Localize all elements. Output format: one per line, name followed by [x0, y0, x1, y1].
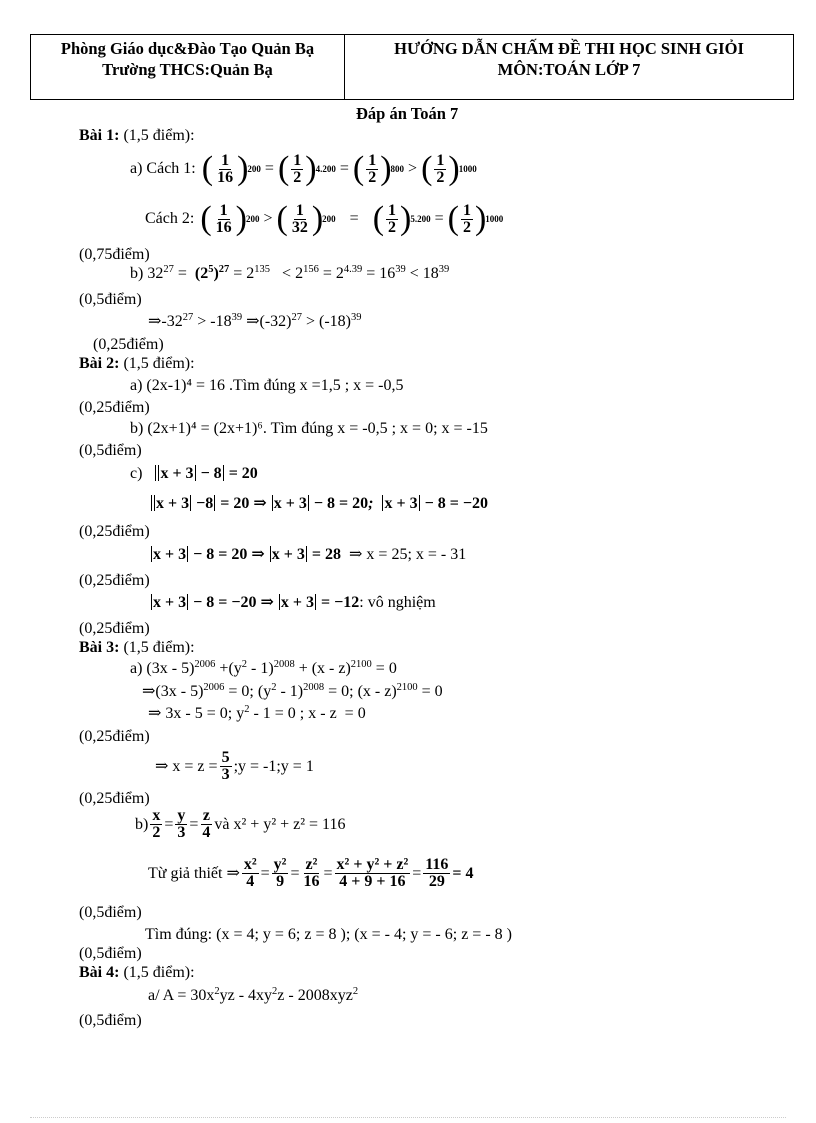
header-right-cell: [345, 35, 793, 99]
bai3-a-result: ⇒ x = z = $\frac{5}{3}$ ;y = -1;y = 1: [155, 749, 314, 783]
bai3-a-line3: ⇒ 3x - 5 = 0; $y^2 - 1 = 0$ ; x - z = 0: [148, 704, 366, 722]
bai2-c-split: x + 3 −8 = 20 ⇒ x + 3 − 8 = 20; x + 3 − 8 = −20: [150, 495, 488, 512]
header-subject: MÔN:TOÁN LỚP 7: [497, 60, 641, 79]
bai3-a-line1: a) $(3x - 5)^{2006} +(y^2 - 1)^{2008} + (x - z)^{2100} = 0$: [130, 659, 397, 677]
bai2-score-a: (0,25điểm): [79, 399, 150, 416]
page-bottom-divider: [30, 1117, 786, 1118]
bai3-score-3: (0,5điểm): [79, 904, 142, 921]
bai3-b-ratio: Từ giả thiết ⇒ $\frac{\text{x²}}{4}$ = $\frac{\text{y²}}{9}$ = $\frac{\text{z²}}{16}$ = $\frac{\text{x² + y² + z²}}{4 + 9 + 16}$ = $\frac{116}{29}$ = 4: [148, 856, 474, 890]
bai1-score-1: (0,75điểm): [79, 246, 150, 263]
bai3-heading: Bài 3: (1,5 điểm):: [79, 639, 195, 656]
bai3-score-4: (0,5điểm): [79, 945, 142, 962]
header-table: [30, 34, 794, 100]
bai2-b-line: b) (2x+1)⁴ = (2x+1)⁶. Tìm đúng x = -0,5 ; x = 0; x = -15: [130, 420, 488, 437]
bai1-b-line: b) $32^{27} = (2^5)^{27} = 2^{135} < 2^{156} = 2^{4.39} = 16^{39} < 18^{39}$: [130, 264, 450, 282]
bai1-b-conclusion: $\Rightarrow-32^{27} > -18^{39}$ $\Rightarrow(-32)^{27} > (-18)^{39}$: [148, 312, 362, 330]
bai3-b-result: Tìm đúng: (x = 4; y = 6; z = 8 ); (x = - 4; y = - 6; z = - 8 ): [145, 926, 512, 943]
bai1-a-cach2: Cách 2: ( $\frac{1}{16}$ ) 200 > ( $\frac{1}{32}$ ) 200 = ( $\frac{1}{2}$ ) 5.200 = ( $\frac{1}{2}$ ) 1000: [145, 200, 504, 237]
bai3-b-given: b) $\frac{x}{2}$ = $\frac{y}{3}$ = $\frac{z}{4}$ và x² + y² + z² = 116: [135, 807, 346, 841]
header-exam-title: HƯỚNG DẪN CHẤM ĐỀ THI HỌC SINH GIỎI: [394, 39, 744, 58]
bai2-score-c3: (0,25điểm): [79, 620, 150, 637]
header-school: Trường THCS:Quản Bạ: [102, 60, 273, 79]
bai4-heading: Bài 4: (1,5 điểm):: [79, 964, 195, 981]
bai1-heading: Bài 1: (1,5 điểm):: [79, 127, 195, 144]
bai4-a-line: a/ $A = 30x^2yz - 4xy^2z - 2008xyz^2$: [148, 986, 359, 1004]
bai1-score-3: (0,25điểm): [93, 336, 164, 353]
bai1-score-2: (0,5điểm): [79, 291, 142, 308]
bai2-heading: Bài 2: (1,5 điểm):: [79, 355, 195, 372]
header-department: Phòng Giáo dục&Đào Tạo Quản Bạ: [60, 39, 315, 58]
bai3-score-2: (0,25điểm): [79, 790, 150, 807]
bai3-score-1: (0,25điểm): [79, 728, 150, 745]
bai2-c-case1: x + 3 − 8 = 20 ⇒ x + 3 = 28 ⇒ x = 25; x = - 31: [153, 546, 467, 563]
bai2-c-case2: x + 3 − 8 = −20 ⇒ x + 3 = −12: vô nghiệm: [153, 594, 436, 611]
bai2-score-c1: (0,25điểm): [79, 523, 150, 540]
bai2-score-c2: (0,25điểm): [79, 572, 150, 589]
bai1-a-cach1: a) Cách 1: ( $\frac{1}{16}$ ) 200 = ( $\frac{1}{2}$ ) 4.200 = ( $\frac{1}{2}$ ) 800 > ( $\frac{1}{2}$ ) 1000: [130, 150, 477, 187]
bai2-c-equation: c) x + 3 − 8 = 20: [130, 465, 258, 482]
bai2-a-line: a) (2x-1)⁴ = 16 .Tìm đúng x =1,5 ; x = -0,5: [130, 377, 404, 394]
bai2-score-b: (0,5điểm): [79, 442, 142, 459]
header-left-cell: [31, 35, 345, 99]
document-title: Đáp án Toán 7: [356, 104, 459, 123]
bai4-score-1: (0,5điểm): [79, 1012, 142, 1029]
bai3-a-line2: ⇒(3x - 5)$^{2006}$ = 0; $(y^2 - 1)^{2008} = 0$; (x - z)$^{2100}$ = 0: [142, 682, 443, 700]
